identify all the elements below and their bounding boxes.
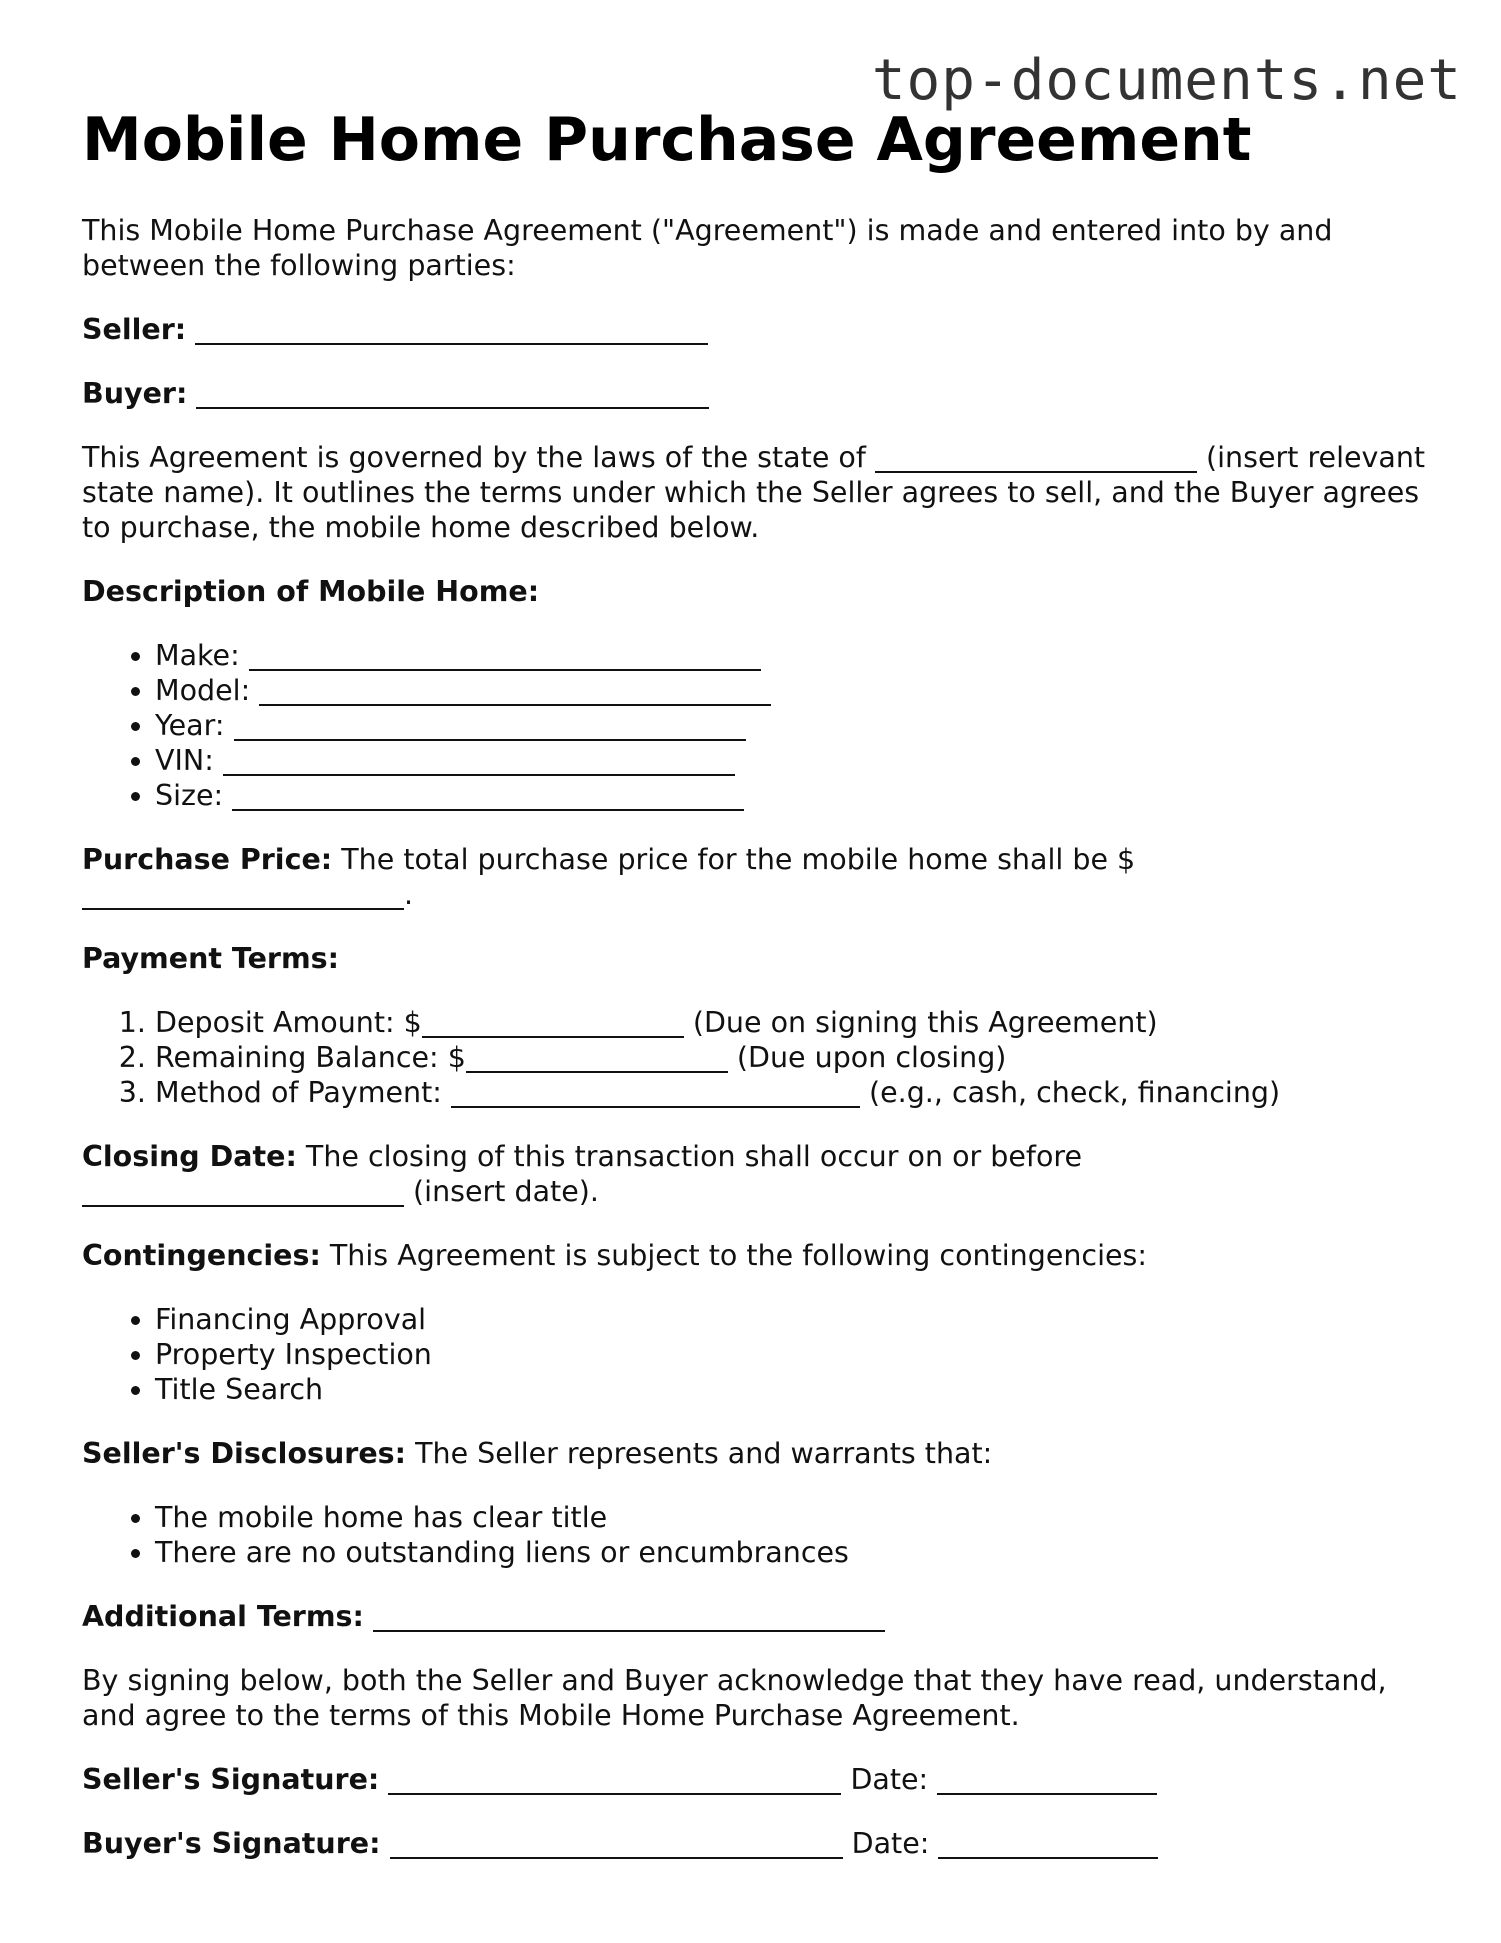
deposit-note: (Due on signing this Agreement) [683, 1006, 1158, 1039]
closing-paragraph [82, 1139, 1162, 1209]
additional-terms-label: Additional Terms: [82, 1600, 364, 1633]
list-item [155, 1005, 1442, 1040]
closing-date-blank[interactable] [82, 1177, 404, 1207]
description-list [82, 638, 1442, 813]
model-blank[interactable] [259, 676, 771, 706]
buyer-signature-line [82, 1826, 1442, 1861]
list-item [155, 1040, 1442, 1075]
buyer-date-blank[interactable] [938, 1829, 1158, 1859]
disclosures-text: The Seller represents and warrants that: [406, 1437, 993, 1470]
state-blank[interactable] [875, 443, 1197, 473]
seller-label: Seller: [82, 313, 187, 346]
deposit-blank[interactable] [422, 1008, 684, 1038]
closing-note: (insert date). [404, 1175, 599, 1208]
payment-heading [82, 941, 1442, 976]
make-blank[interactable] [249, 641, 761, 671]
buyer-line [82, 376, 1442, 411]
contingencies-paragraph [82, 1238, 1442, 1273]
purchase-price-paragraph [82, 842, 1162, 912]
buyer-blank[interactable] [196, 379, 709, 409]
purchase-price-text: The total purchase price for the mobile home shall be $ [332, 843, 1136, 876]
seller-date-label: Date: [850, 1763, 929, 1796]
list-item [155, 1075, 1442, 1110]
seller-signature-label: Seller's Signature: [82, 1763, 380, 1796]
list-item: • There are no outstanding liens or encumbrances [155, 1535, 1442, 1570]
balance-blank[interactable] [466, 1043, 728, 1073]
seller-signature-line [82, 1762, 1442, 1797]
list-item [155, 778, 1442, 813]
additional-terms-blank[interactable] [373, 1602, 885, 1632]
list-item: • Property Inspection [155, 1337, 1442, 1372]
size-blank[interactable] [232, 781, 744, 811]
page-title: Mobile Home Purchase Agreement [82, 105, 1252, 175]
buyer-date-label: Date: [851, 1827, 930, 1860]
payment-list [82, 1005, 1442, 1110]
balance-note: (Due upon closing) [727, 1041, 1007, 1074]
disclosures-list [82, 1500, 1442, 1570]
purchase-price-blank[interactable] [82, 880, 404, 910]
buyer-signature-label: Buyer's Signature: [82, 1827, 381, 1860]
seller-line [82, 312, 1442, 347]
method-note: (e.g., cash, check, financing) [859, 1076, 1281, 1109]
contingencies-text: This Agreement is subject to the following contingencies: [320, 1239, 1147, 1272]
document-page [82, 100, 1442, 1861]
list-item: • The mobile home has clear title [155, 1500, 1442, 1535]
payment-heading-text: Payment Terms: [82, 942, 340, 975]
year-label: Year: [155, 709, 225, 742]
closing-text: The closing of this transaction shall occur on or before [296, 1140, 1083, 1173]
intro-paragraph: This Mobile Home Purchase Agreement ("Agreement") is made and entered into by and between the following parties: [82, 214, 1333, 282]
buyer-label: Buyer: [82, 377, 188, 410]
size-label: Size: [155, 779, 224, 812]
seller-signature-blank[interactable] [388, 1765, 841, 1795]
method-label: Method of Payment: [155, 1076, 451, 1109]
contingencies-label: Contingencies: [82, 1239, 321, 1272]
list-item: • Financing Approval [155, 1302, 1442, 1337]
seller-date-blank[interactable] [937, 1765, 1157, 1795]
disclosures-label: Seller's Disclosures: [82, 1437, 407, 1470]
governing-text-after: (insert relevant state name). It outlines the terms under which the Seller agrees to sell, and the Buyer agrees to purchase, the mobile home described below. [82, 441, 1426, 544]
method-blank[interactable] [451, 1078, 860, 1108]
make-label: Make: [155, 639, 240, 672]
acknowledgment-paragraph: By signing below, both the Seller and Buyer acknowledge that they have read, understand, and agree to the terms of this Mobile Home Purchase Agreement. [82, 1664, 1387, 1732]
year-blank[interactable] [234, 711, 746, 741]
closing-label: Closing Date: [82, 1140, 297, 1173]
contingencies-list [82, 1302, 1442, 1407]
governing-paragraph [82, 440, 1442, 545]
description-heading-text: Description of Mobile Home: [82, 575, 540, 608]
model-label: Model: [155, 674, 251, 707]
governing-text-before: This Agreement is governed by the laws of the state of [82, 441, 875, 474]
list-item [155, 673, 1442, 708]
watermark: top-documents.net [871, 48, 1462, 113]
additional-terms-line [82, 1599, 1442, 1634]
balance-label: Remaining Balance: $ [155, 1041, 466, 1074]
disclosures-paragraph [82, 1436, 1442, 1471]
vin-blank[interactable] [223, 746, 735, 776]
description-heading [82, 574, 1442, 609]
vin-label: VIN: [155, 744, 214, 777]
list-item [155, 708, 1442, 743]
buyer-signature-blank[interactable] [390, 1829, 843, 1859]
deposit-label: Deposit Amount: $ [155, 1006, 422, 1039]
seller-blank[interactable] [195, 315, 708, 345]
purchase-price-label: Purchase Price: [82, 843, 333, 876]
list-item [155, 638, 1442, 673]
purchase-price-end: . [404, 878, 414, 911]
list-item: • Title Search [155, 1372, 1442, 1407]
list-item [155, 743, 1442, 778]
